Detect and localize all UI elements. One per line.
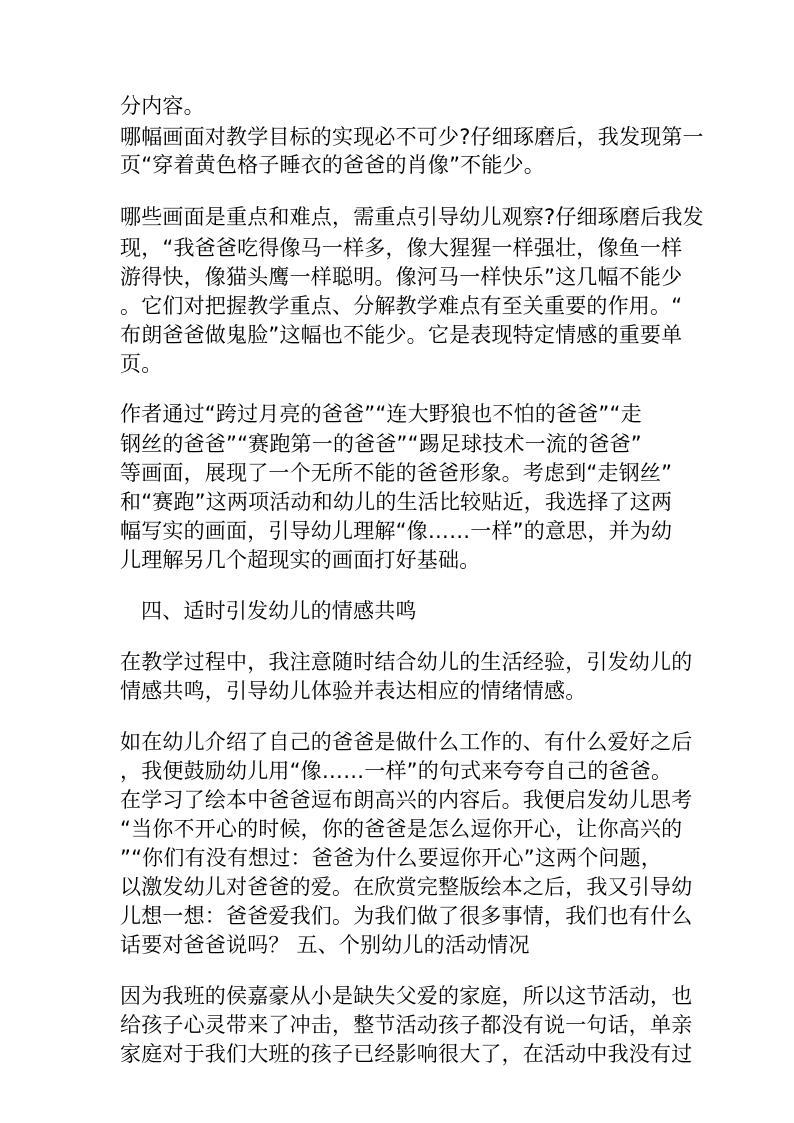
text-line: 儿想一想：爸爸爱我们。为我们做了很多事情，我们也有什么 [120,904,693,928]
text-line: 以激发幼儿对爸爸的爱。在欣赏完整版绘本之后，我又引导幼 [120,875,693,899]
text-line: ，我便鼓励幼儿用“像……一样”的句式来夸夸自己的爸爸。 [120,759,673,783]
text-line: 哪幅画面对教学目标的实现必不可少?仔细琢磨后，我发现第一 [120,125,704,149]
text-line: 幅写实的画面，引导幼儿理解“像……一样”的意思，并为幼 [120,519,673,543]
text-line: 现，“我爸爸吃得像马一样多，像大猩猩一样强壮，像鱼一样 [120,236,683,260]
text-line: 页。 [120,352,163,376]
text-line: ”“你们有没有想过：爸爸为什么要逗你开心”这两个问题， [120,846,663,870]
text-line: 和“赛跑”这两项活动和幼儿的生活比较贴近，我选择了这两 [120,490,673,514]
text-line: 。它们对把握教学重点、分解教学难点有至关重要的作用。“ [120,294,683,318]
text-line: 布朗爸爸做鬼脸”这幅也不能少。它是表现特定情感的重要单 [120,323,683,347]
text-line: 话要对爸爸说吗？ 五、个别幼儿的活动情况 [120,933,530,957]
text-line: 游得快，像猫头鹰一样聪明。像河马一样快乐”这几幅不能少 [120,265,683,289]
section-heading: 四、适时引发幼儿的情感共鸣 [141,599,417,623]
text-line: 儿理解另几个超现实的画面打好基础。 [120,548,481,572]
text-line: 哪些画面是重点和难点，需重点引导幼儿观察?仔细琢磨后我发 [120,205,704,229]
text-line: 如在幼儿介绍了自己的爸爸是做什么工作的、有什么爱好之后 [120,730,693,754]
text-line: 因为我班的侯嘉豪从小是缺失父爱的家庭，所以这节活动，也 [120,984,693,1008]
text-line: 页“穿着黄色格子睡衣的爸爸的肖像”不能少。 [120,153,545,177]
text-line: 等画面，展现了一个无所不能的爸爸形象。考虑到“走钢丝” [120,461,673,485]
text-line: “当你不开心的时候，你的爸爸是怎么逗你开心，让你高兴的 [120,817,683,841]
text-line: 在教学过程中，我注意随时结合幼儿的生活经验，引发幼儿的 [120,650,693,674]
text-line: 家庭对于我们大班的孩子已经影响很大了，在活动中我没有过 [120,1042,693,1066]
text-line: 作者通过“跨过月亮的爸爸”“连大野狼也不怕的爸爸”“走 [120,402,642,426]
text-line: 分内容。 [120,94,205,118]
text-line: 钢丝的爸爸”“赛跑第一的爸爸”“踢足球技术一流的爸爸” [120,432,642,456]
text-line: 在学习了绘本中爸爸逗布朗高兴的内容后。我便启发幼儿思考 [120,788,693,812]
text-line: 情感共鸣，引导幼儿体验并表达相应的情绪情感。 [120,679,587,703]
text-line: 给孩子心灵带来了冲击，整节活动孩子都没有说一句话，单亲 [120,1013,693,1037]
